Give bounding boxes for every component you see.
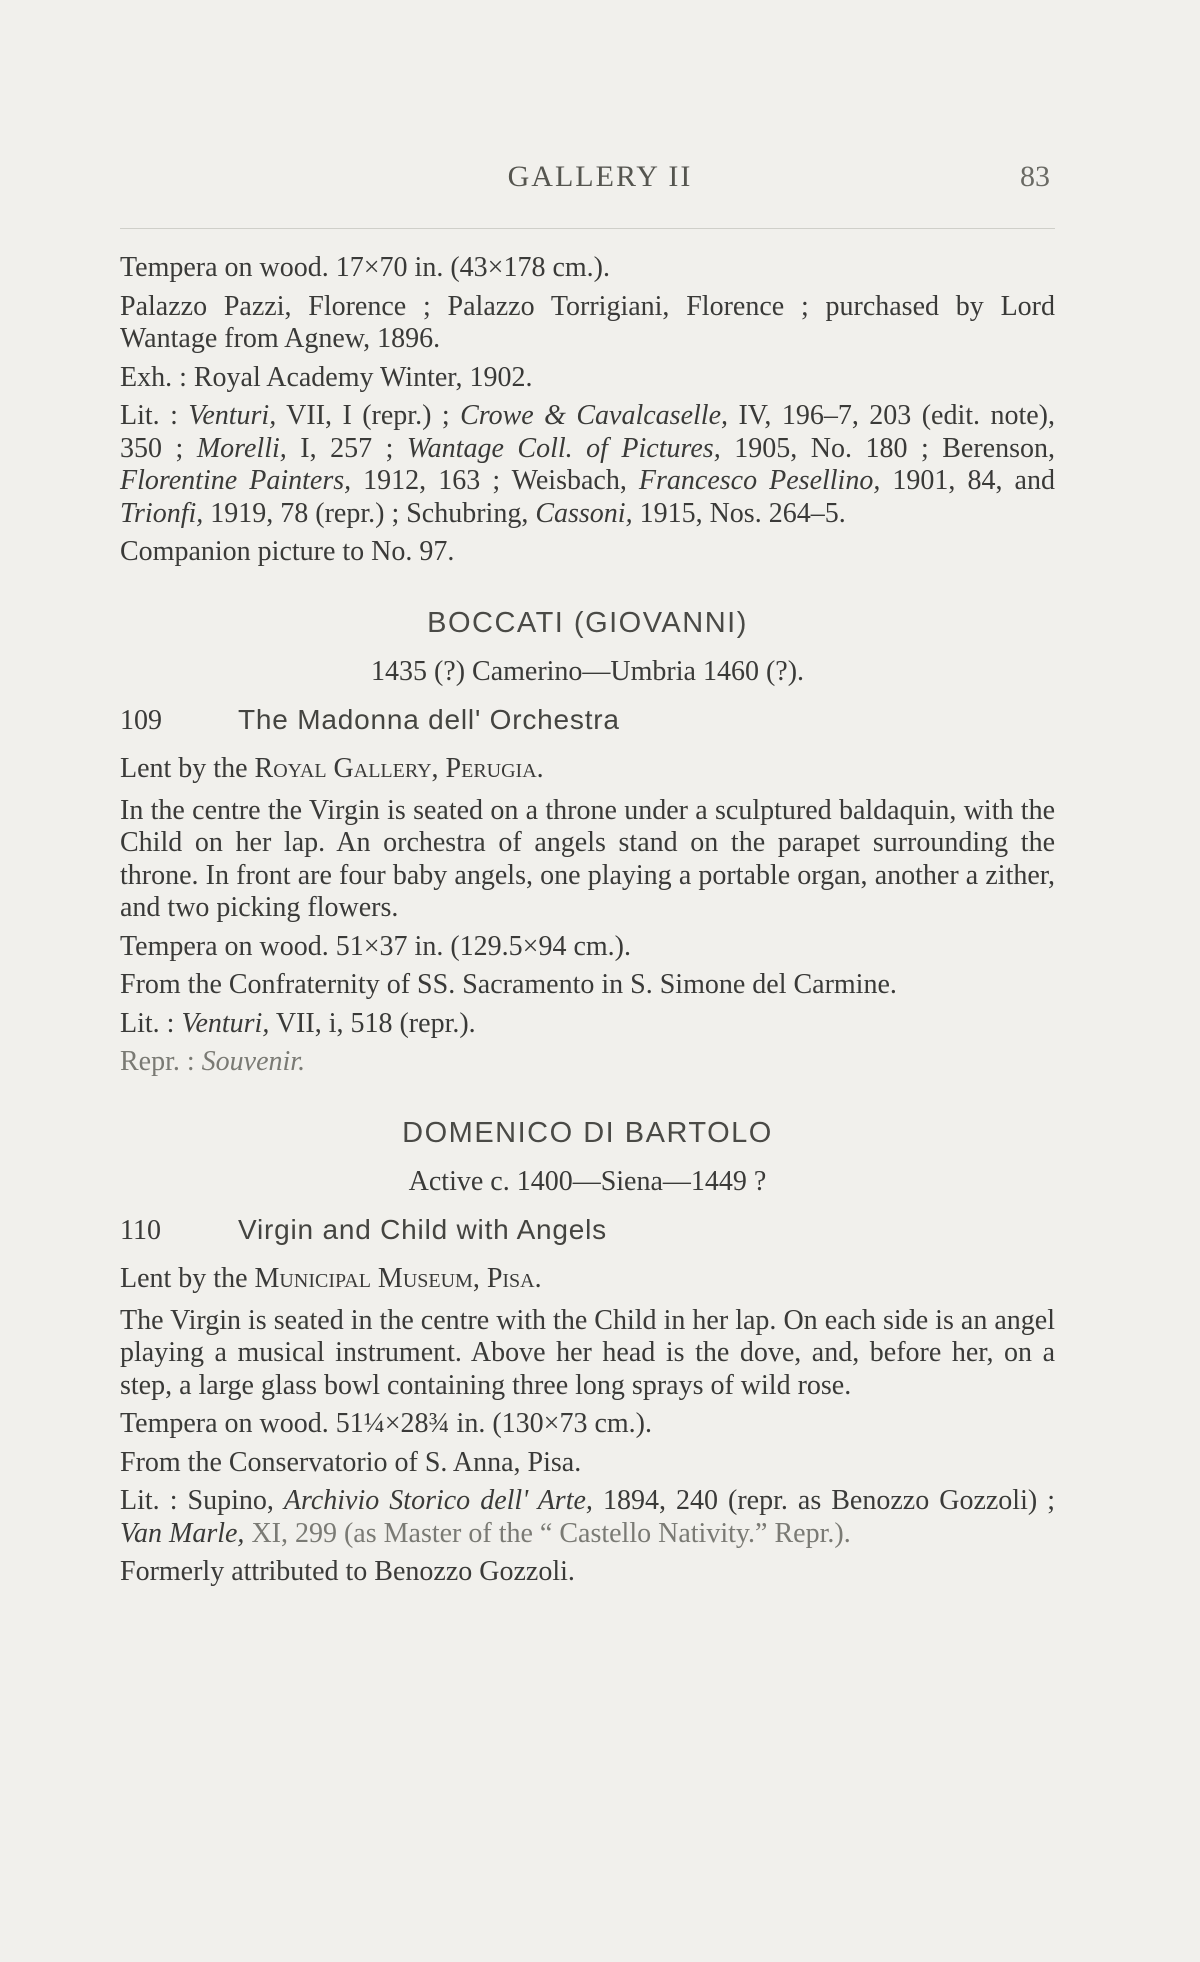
entry-110-note: Formerly attributed to Benozzo Gozzoli. — [120, 1556, 575, 1587]
lit-ref: IV, 196–7, 203 (edit. note), 350 ; — [120, 400, 1055, 464]
entry-108-exhibition: Exh. : Royal Academy Winter, 1902. — [120, 361, 533, 393]
lit-ref: XI, 299 (as Master of the “ Castello Nativity.” Repr.). — [244, 1517, 851, 1549]
entry-title: Virgin and Child with Angels — [238, 1213, 607, 1245]
entry-110-medium: Tempera on wood. 51¼×28¾ in. (130×73 cm.). — [120, 1408, 652, 1439]
entry-110-description: The Virgin is seated in the centre with the Child in her lap. On each side is an angel playing a musical instrument. Above her head is the dove, and, before her, on a step, a large glass bowl containing three long sprays of wild rose. — [120, 1304, 1055, 1401]
entry-108-medium: Tempera on wood. 17×70 in. (43×178 cm.). — [120, 252, 610, 283]
lit-ref: 1919, 78 (repr.) ; Schubring, — [203, 497, 536, 529]
lit-label: Lit. : — [120, 1007, 182, 1039]
lit-ref: 1912, 163 ; Weisbach, — [351, 465, 639, 496]
lent-prefix: Lent by the — [120, 752, 255, 784]
catalogue-text — [120, 252, 1055, 1589]
lent-prefix: Lent by the — [120, 1262, 255, 1294]
lit-ref: 1901, 84, and — [880, 465, 1055, 496]
artist-heading-domenico: DOMENICO DI BARTOLO — [402, 1116, 773, 1149]
lit-ref: 1894, 240 (repr. as Benozzo Gozzoli) ; — [592, 1485, 1056, 1516]
entry-heading-110 — [120, 1214, 1055, 1247]
running-head — [0, 160, 1200, 200]
lit-title: Francesco Pesellino, — [638, 465, 881, 496]
entry-109-reproduction — [120, 1046, 1055, 1079]
entry-number: 110 — [120, 1214, 161, 1246]
entry-110-lender — [120, 1263, 1055, 1295]
lit-title: Trionfi, — [120, 497, 204, 529]
lit-title: Florentine Painters, — [120, 465, 352, 496]
lit-author: Morelli, — [196, 432, 287, 464]
lit-ref: 1905, No. 180 ; Berenson, — [720, 432, 1056, 464]
artist-dates-domenico: Active c. 1400—Siena—1449 ? — [408, 1165, 767, 1197]
lit-title: Wantage Coll. of Pictures, — [406, 432, 721, 464]
repr-value: Souvenir. — [201, 1046, 306, 1077]
header-rule — [120, 228, 1055, 229]
lit-title: Archivio Storico dell' Arte, — [283, 1485, 593, 1516]
lit-ref: VII, I (repr.) ; — [276, 400, 461, 431]
lit-label: Lit. : — [120, 400, 189, 431]
entry-title: The Madonna dell' Orchestra — [238, 703, 620, 735]
artist-dates-boccati: 1435 (?) Camerino—Umbria 1460 (?). — [370, 655, 805, 687]
lit-author: Venturi, — [188, 400, 277, 431]
lit-ref: 1915, Nos. 264–5. — [632, 497, 846, 529]
entry-108-provenance: Palazzo Pazzi, Florence ; Palazzo Torrigiani, Florence ; purchased by Lord Wantage from Agnew, 1896. — [120, 290, 1055, 354]
lit-author: Van Marle, — [120, 1517, 245, 1549]
page-number: 83 — [1020, 160, 1050, 193]
lit-ref: VII, i, 518 (repr.). — [269, 1007, 476, 1039]
lit-author: Venturi, — [181, 1007, 270, 1039]
lit-author: Crowe & Cavalcaselle, — [460, 400, 728, 431]
entry-109-medium: Tempera on wood. 51×37 in. (129.5×94 cm.). — [120, 930, 631, 962]
entry-108-note: Companion picture to No. 97. — [120, 536, 455, 567]
entry-109-lender — [120, 753, 1055, 785]
entry-109-description: In the centre the Virgin is seated on a throne under a sculptured baldaquin, with the Child on her lap. An orchestra of angels stand on the parapet surrounding the throne. In front are four baby angels, one playing a portable organ, another a zither, and two picking flowers. — [120, 794, 1055, 923]
entry-108-literature — [120, 400, 1055, 530]
entry-number: 109 — [120, 704, 162, 736]
lit-ref: I, 257 ; — [286, 432, 407, 464]
repr-label: Repr. : — [120, 1046, 202, 1077]
entry-109-literature — [120, 1008, 1055, 1041]
lender-name: Royal Gallery, Perugia. — [254, 752, 544, 784]
lit-title: Cassoni, — [535, 497, 633, 529]
lit-label: Lit. : Supino, — [120, 1485, 284, 1516]
entry-110-literature — [120, 1485, 1055, 1550]
artist-heading-boccati: BOCCATI (GIOVANNI) — [427, 606, 748, 639]
lender-name: Municipal Museum, Pisa. — [254, 1262, 542, 1294]
running-title: GALLERY II — [507, 160, 693, 193]
entry-110-provenance: From the Conservatorio of S. Anna, Pisa. — [120, 1446, 582, 1478]
entry-heading-109 — [120, 704, 1055, 737]
entry-109-provenance: From the Confraternity of SS. Sacramento in S. Simone del Carmine. — [120, 969, 897, 1000]
